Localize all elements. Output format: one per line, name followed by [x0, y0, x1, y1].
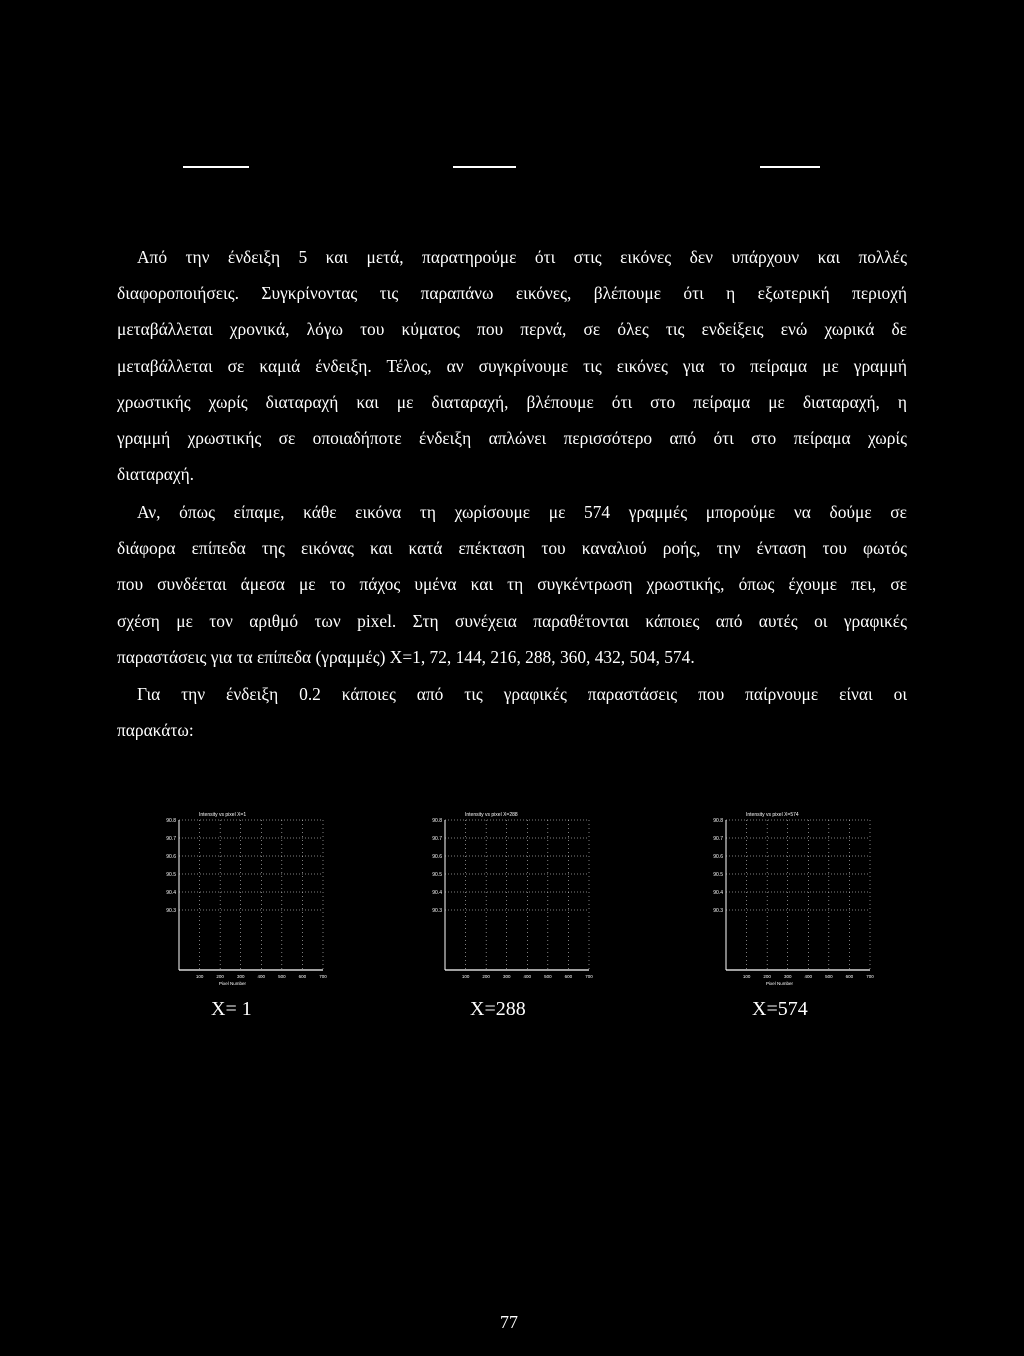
y-tick-label: 90.7 — [166, 836, 176, 842]
x-tick-label: 600 — [564, 974, 573, 979]
y-tick-label: 90.5 — [166, 872, 176, 878]
plot-title: Intensity vs pixel X=288 — [465, 812, 518, 818]
text-line: παρακάτω: — [117, 720, 194, 741]
figure-caption-x288: X=288 — [470, 998, 526, 1020]
y-tick-label: 90.7 — [432, 836, 442, 842]
text-line: μεταβάλλεται σε καμιά ένδειξη. Τέλος, αν συγκρίνουμε τις εικόνες για το πείραμα με γραμμή — [117, 355, 907, 376]
text-line: γραμμή χρωστικής σε οποιαδήποτε ένδειξη απλώνει περισσότερο από ότι στο πείραμα χωρίς — [117, 428, 907, 449]
x-tick-label: 400 — [804, 974, 813, 979]
y-tick-label: 90.6 — [713, 854, 723, 860]
y-tick-label: 90.5 — [713, 872, 723, 878]
y-tick-label: 90.7 — [713, 836, 723, 842]
y-tick-label: 90.4 — [432, 890, 442, 896]
plot-svg — [702, 808, 877, 990]
x-tick-label: 300 — [783, 974, 792, 979]
plot-svg — [155, 808, 330, 990]
text-line: Για την ένδειξη 0.2 κάποιες από τις γραφικές παραστάσεις που παίρνουμε είναι οι — [137, 684, 907, 704]
x-axis-label: Pixel Number — [219, 981, 247, 986]
x-tick-label: 500 — [825, 974, 833, 979]
paragraph-3 — [117, 676, 907, 748]
x-axis-label: Pixel Number — [766, 981, 794, 986]
text-line: μεταβάλλεται χρονικά, λόγω του κύματος που περνά, σε όλες τις ενδείξεις ενώ χωρικά δε — [117, 319, 907, 340]
text-line: διαταραχή. — [117, 464, 195, 485]
text-line: που συνδέεται άμεσα με το πάχος υμένα και τη συγκέντρωση χρωστικής, όπως έχουμε πει, σε — [117, 574, 907, 595]
plot-title: Intensity vs pixel X=574 — [746, 812, 799, 818]
plot-title: Intensity vs pixel X=1 — [199, 812, 247, 818]
header-rule-left — [183, 166, 249, 168]
x-tick-label: 300 — [502, 974, 511, 979]
header-rule-center — [453, 166, 516, 168]
text-line: Από την ένδειξη 5 και μετά, παρατηρούμε ότι στις εικόνες δεν υπάρχουν και πολλές — [137, 247, 907, 267]
text-line: Αν, όπως είπαμε, κάθε εικόνα τη χωρίσουμε με 574 γραμμές μπορούμε να δούμε σε — [137, 502, 907, 522]
x-tick-label: 200 — [482, 974, 490, 979]
x-tick-label: 700 — [319, 974, 327, 979]
x-tick-label: 100 — [195, 974, 204, 979]
y-tick-label: 90.4 — [713, 890, 723, 896]
y-tick-label: 90.6 — [432, 854, 442, 860]
x-tick-label: 100 — [461, 974, 470, 979]
figure-caption-x574: X=574 — [752, 998, 808, 1020]
text-line: διαφοροποιήσεις. Συγκρίνοντας τις παραπάνω εικόνες, βλέπουμε ότι η εξωτερική περιοχή — [117, 283, 907, 304]
x-tick-label: 700 — [585, 974, 593, 979]
paragraph-1 — [117, 239, 907, 492]
x-tick-label: 700 — [866, 974, 874, 979]
plot-svg — [421, 808, 596, 990]
text-line: σχέση με τον αριθμό των pixel. Στη συνέχεια παραθέτονται κάποιες από αυτές οι γραφικές — [117, 610, 907, 631]
x-tick-label: 300 — [236, 974, 245, 979]
page-number: 77 — [500, 1312, 518, 1332]
y-tick-label: 90.3 — [432, 908, 442, 914]
x-tick-label: 400 — [523, 974, 532, 979]
y-tick-label: 90.8 — [432, 818, 442, 824]
x-tick-label: 600 — [845, 974, 854, 979]
text-line: χρωστικής χωρίς διαταραχή και με διαταραχή, βλέπουμε ότι στο πείραμα με διαταραχή, η — [117, 391, 907, 412]
y-tick-label: 90.4 — [166, 890, 176, 896]
y-tick-label: 90.6 — [166, 854, 176, 860]
x-tick-label: 500 — [544, 974, 552, 979]
y-tick-label: 90.8 — [713, 818, 723, 824]
intensity-plot-x288 — [421, 808, 596, 990]
figure-caption-x1: X= 1 — [211, 998, 252, 1020]
y-tick-label: 90.5 — [432, 872, 442, 878]
text-line: διάφορα επίπεδα της εικόνας και κατά επέκταση του καναλιού ροής, την ένταση του φωτός — [117, 538, 907, 559]
x-tick-label: 100 — [742, 974, 751, 979]
x-tick-label: 200 — [216, 974, 224, 979]
paragraph-2 — [117, 494, 907, 675]
x-tick-label: 400 — [257, 974, 266, 979]
intensity-plot-x574 — [702, 808, 877, 990]
intensity-plot-x1 — [155, 808, 330, 990]
x-tick-label: 600 — [298, 974, 307, 979]
y-tick-label: 90.3 — [166, 908, 176, 914]
text-line: παραστάσεις για τα επίπεδα (γραμμές) X=1, 72, 144, 216, 288, 360, 432, 504, 574. — [117, 646, 695, 667]
x-tick-label: 500 — [278, 974, 286, 979]
x-tick-label: 200 — [763, 974, 771, 979]
header-rule-right — [760, 166, 820, 168]
y-tick-label: 90.3 — [713, 908, 723, 914]
y-tick-label: 90.8 — [166, 818, 176, 824]
